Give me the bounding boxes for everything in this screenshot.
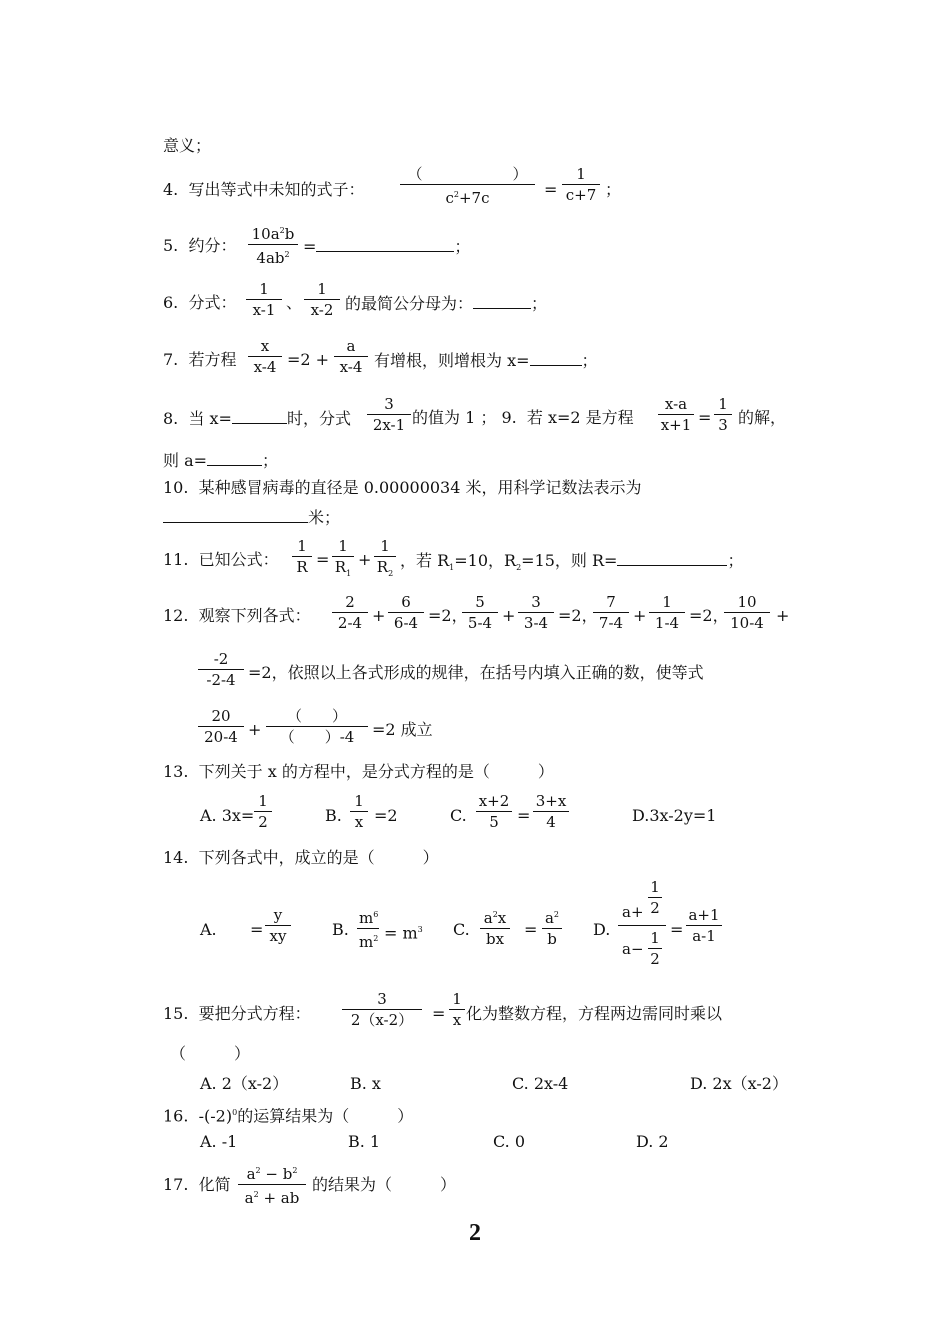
q5-answer: = ；: [303, 237, 471, 256]
page-number: 2: [469, 1220, 481, 1246]
q4-fraction: （ ） $c^2+7c$: [400, 165, 535, 207]
q13-c-eq: =: [517, 806, 531, 825]
q4-rhs: 1 c+7: [562, 165, 600, 204]
q6-frac2: 1 x-2: [304, 280, 340, 319]
q11-text: 11. 已知公式：: [163, 550, 279, 569]
q6-frac1: 1 x-1: [246, 280, 282, 319]
q9-eq: =: [698, 408, 712, 427]
q13-b-frac: 1 x: [350, 792, 368, 831]
q14-a-frac: y xy: [265, 906, 291, 945]
q15-option-c[interactable]: C. 2x-4: [512, 1074, 569, 1093]
q14-option-a[interactable]: A.: [200, 920, 217, 939]
q11-frac1: 1 $R_1$: [332, 537, 354, 583]
q12-plus: +: [248, 720, 262, 739]
q12-plus: +: [372, 606, 386, 625]
q13-option-b[interactable]: B.: [325, 806, 342, 825]
q12-frac: 5 5-4: [462, 593, 498, 632]
q15-text: 15. 要把分式方程：: [163, 1004, 311, 1023]
q6-blank[interactable]: [473, 293, 531, 309]
q15-eq: =: [432, 1004, 446, 1023]
q11-plus: +: [358, 550, 372, 569]
q15-option-a[interactable]: A. 2（x-2）: [200, 1074, 289, 1093]
q12-frac: 6 6-4: [388, 593, 424, 632]
q4-text: 4. 写出等式中未知的式子：: [163, 180, 365, 199]
q15-paren: （ ）: [170, 1044, 251, 1063]
q10-blank[interactable]: [163, 507, 308, 523]
q13-c-frac2: 3+x 4: [533, 792, 569, 831]
q15-option-d[interactable]: D. 2x（x-2）: [690, 1074, 788, 1093]
q8-text: 8. 当 x= 时，分式: [163, 409, 351, 428]
q11-lhs: 1 R: [292, 537, 312, 576]
q14-a-eq: =: [250, 920, 264, 939]
q9-tail: 的解，: [738, 408, 787, 427]
q3-tail: 意义；: [163, 136, 212, 155]
q12-frac: 7 7-4: [593, 593, 629, 632]
q8-fraction: 3 2x-1: [367, 395, 411, 434]
q12-plus: +: [633, 606, 647, 625]
q12-line2: =2，依照以上各式形成的规律，在括号内填入正确的数，使等式: [248, 663, 704, 682]
q13-option-a[interactable]: A. 3x=: [200, 806, 255, 825]
q13-option-d[interactable]: D.3x-2y=1: [632, 806, 717, 825]
q11-frac2: 1 $R_2$: [374, 537, 396, 583]
q12-eq: =2，: [428, 606, 468, 625]
q14-option-b[interactable]: B.: [332, 920, 349, 939]
q12-frac: 20 20-4: [198, 707, 244, 746]
q14-d-eq: =: [670, 920, 684, 939]
q12-line3: =2 成立: [372, 720, 433, 739]
q16-option-c[interactable]: C. 0: [493, 1132, 526, 1151]
q5-blank[interactable]: [316, 236, 454, 252]
q14-text: 14. 下列各式中，成立的是（ ）: [163, 848, 439, 867]
q8-tail: 的值为 1 ； 9. 若 x=2 是方程: [412, 408, 634, 427]
q13-option-c[interactable]: C.: [450, 806, 467, 825]
q11-eq: =: [316, 550, 330, 569]
q14-c-eq: =: [524, 920, 538, 939]
q17-frac: $a^2 - b^2$ $a^2$ + ab: [238, 1162, 306, 1207]
q6-sep: 、: [286, 293, 303, 312]
q10-text: 10. 某种感冒病毒的直径是 0.00000034 米，用科学记数法表示为: [163, 478, 642, 497]
q14-option-c[interactable]: C.: [453, 920, 470, 939]
q14-b-frac: $m^6$ $m^2$: [359, 909, 379, 951]
q9-rhs: 1 3: [714, 395, 732, 434]
q12-frac-blank[interactable]: （ ） （ ）-4: [266, 707, 368, 746]
q15-rhs: 1 x: [449, 990, 465, 1029]
q13-a-frac: 1 2: [254, 792, 272, 831]
q12-frac: 1 1-4: [649, 593, 685, 632]
q13-text: 13. 下列关于 x 的方程中，是分式方程的是（ ）: [163, 762, 554, 781]
q15-tail: 化为整数方程，方程两边需同时乘以: [466, 1004, 723, 1023]
q12-frac: 2 2-4: [332, 593, 368, 632]
q6-tail: 的最简公分母为： ；: [345, 294, 548, 313]
q12-text: 12. 观察下列各式：: [163, 606, 311, 625]
q16-text: 16. $-(-2)^0$的运算结果为（ ）: [163, 1106, 414, 1126]
q9-line2: 则 a= ；: [163, 451, 279, 470]
q16-option-b[interactable]: B. 1: [348, 1132, 381, 1151]
q11-tail: ，若 $R_1=10$，$R_2=15$，则 R= ；: [400, 551, 744, 573]
q14-b-tail: = $m^3$: [384, 923, 423, 943]
q17-tail: 的结果为（ ）: [312, 1175, 457, 1194]
q14-c-frac1: $a^2x$ bx: [480, 906, 510, 948]
q6-text: 6. 分式：: [163, 293, 237, 312]
q15-option-b[interactable]: B. x: [350, 1074, 381, 1093]
q7-text: 7. 若方程: [163, 350, 237, 369]
q16-option-a[interactable]: A. -1: [200, 1132, 238, 1151]
q7-mid: =2 +: [287, 350, 330, 369]
q17-text: 17. 化简: [163, 1175, 231, 1194]
q10-line2: 米；: [163, 507, 340, 528]
q7-blank[interactable]: [530, 350, 582, 366]
q12-frac: 10 10-4: [724, 593, 770, 632]
q7-tail: 有增根，则增根为 x= ；: [374, 351, 598, 370]
q8-blank[interactable]: [232, 408, 287, 424]
q9-fraction: x-a x+1: [658, 395, 694, 434]
q12-plus: +: [776, 606, 790, 625]
q13-c-frac1: x+2 5: [476, 792, 512, 831]
q12-eq: =2，: [558, 606, 598, 625]
q14-d-complex: a+ 1 2 a− 1 2: [618, 878, 666, 974]
q12-eq: =2，: [689, 606, 729, 625]
q12-frac: -2 -2-4: [198, 650, 244, 689]
q12-frac: 3 3-4: [518, 593, 554, 632]
q7-frac1: x x-4: [248, 337, 282, 376]
q5-fraction: $10a^2b$ $4ab^2$: [248, 222, 298, 267]
q9-blank[interactable]: [207, 450, 262, 466]
q16-option-d[interactable]: D. 2: [636, 1132, 669, 1151]
q15-frac: 3 2（x-2）: [342, 990, 422, 1029]
q12-plus: +: [502, 606, 516, 625]
q4-end: ；: [605, 180, 622, 199]
q14-option-d[interactable]: D.: [593, 920, 611, 939]
q13-b-tail: =2: [374, 806, 398, 825]
q11-blank[interactable]: [617, 550, 727, 566]
q14-d-frac2: a+1 a-1: [686, 906, 722, 945]
q14-c-frac2: $a^2$ b: [542, 906, 562, 948]
q4-eq: =: [544, 180, 558, 199]
q5-text: 5. 约分：: [163, 236, 237, 255]
q7-frac2: a x-4: [334, 337, 368, 376]
